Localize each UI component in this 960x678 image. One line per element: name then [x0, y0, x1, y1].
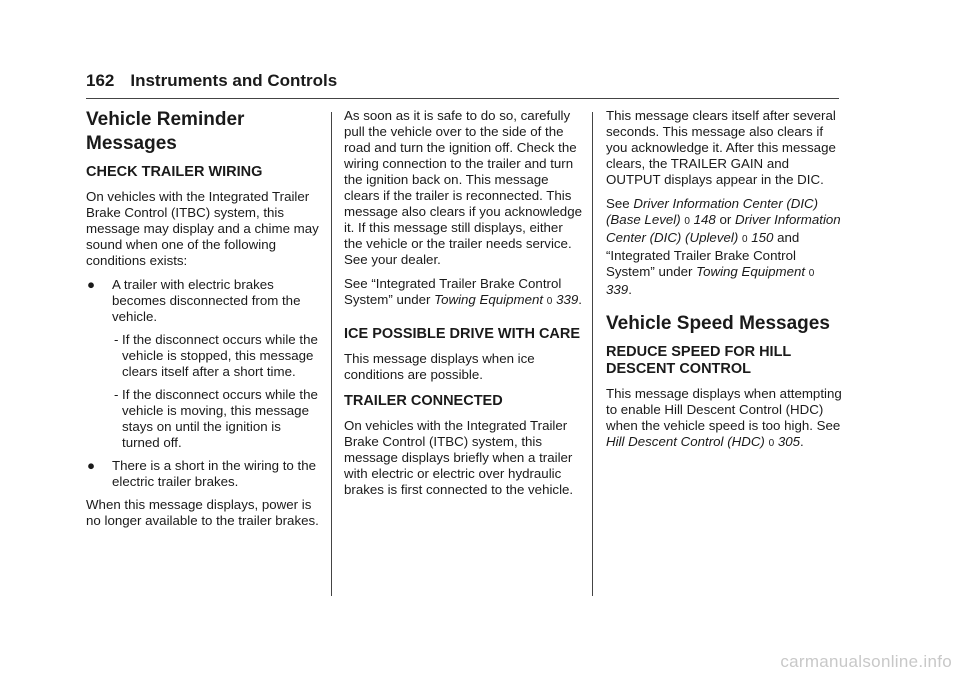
- page-header: [86, 71, 337, 91]
- ice-paragraph: This message displays when ice conditions are possible.: [344, 351, 535, 382]
- and-text: and “Integrated Trailer Brake Control System” under: [606, 230, 800, 279]
- bullet-text: There is a short in the wiring to the electric trailer brakes.: [112, 458, 316, 489]
- bullet-icon: ●: [87, 458, 96, 473]
- bullet-item: [86, 458, 322, 490]
- page-ref-icon: 0: [808, 268, 815, 279]
- page-ref[interactable]: 305: [777, 434, 801, 449]
- page-ref-icon: 0: [684, 216, 690, 227]
- intro-paragraph: On vehicles with the Integrated Trailer Brake Control (ITBC) system, this message may display and a chime may sound when one of the following conditions exists:: [86, 189, 319, 268]
- column-2: [344, 108, 582, 506]
- sub-text: If the disconnect occurs while the vehicle is stopped, this message clears itself after a short time.: [122, 332, 318, 379]
- page-ref-icon: 0: [768, 438, 775, 449]
- dic-uplevel-link[interactable]: Driver Information Center (DIC) (Uplevel): [606, 212, 841, 245]
- dash-icon: -: [114, 332, 119, 347]
- column-3: [606, 108, 842, 460]
- see-text: See: [606, 196, 634, 211]
- heading-reduce-speed: REDUCE SPEED FOR HILL DESCENT CONTROL: [606, 344, 792, 377]
- see-dic-paragraph: See Driver Information Center (DIC) (Base Level) 0 148 or Driver Information Center (DIC) (Uplevel) 0 150 and “Integrated Trailer Brake Control System” under Towing Equipment 0 339.: [606, 196, 841, 297]
- page-ref-icon: 0: [741, 234, 748, 245]
- page-number: 162: [86, 71, 115, 90]
- see-also-paragraph: See “Integrated Trailer Brake Control System” under Towing Equipment 0 339.: [344, 276, 582, 307]
- see-text: See “Integrated Trailer Brake Control System” under: [344, 276, 562, 307]
- clears-paragraph: This message clears itself after several seconds. This message also clears if you acknowledge it. After this message clears, the TRAILER GAIN and OUTPUT displays appear in the DIC.: [606, 108, 836, 187]
- sub-text: If the disconnect occurs while the vehicle is moving, this message stays on until the ignition is turned off.: [122, 387, 318, 450]
- page-ref[interactable]: 339: [606, 282, 629, 297]
- section-title: Instruments and Controls: [130, 71, 338, 90]
- heading-vehicle-reminder: Vehicle Reminder Messages: [86, 109, 245, 154]
- hdc-link[interactable]: Hill Descent Control (HDC): [606, 434, 765, 449]
- watermark: carmanualsonline.info: [780, 652, 952, 671]
- dic-base-link[interactable]: Driver Information Center (DIC) (Base Level): [606, 196, 819, 227]
- sub-item: [86, 332, 322, 380]
- column-divider-1: [331, 112, 332, 596]
- page-ref-icon: 0: [546, 296, 553, 307]
- power-paragraph: When this message displays, power is no longer available to the trailer brakes.: [86, 497, 319, 528]
- page-ref[interactable]: 150: [751, 230, 774, 245]
- or-text: or: [715, 212, 736, 227]
- reduce-text: This message displays when attempting to enable Hill Descent Control (HDC) when the vehicle speed is too high. See: [606, 386, 842, 433]
- bullet-item: [86, 277, 322, 325]
- column-divider-2: [592, 112, 593, 596]
- bullet-text: A trailer with electric brakes becomes disconnected from the vehicle.: [112, 277, 301, 324]
- reduce-speed-paragraph: This message displays when attempting to enable Hill Descent Control (HDC) when the vehicle speed is too high. See Hill Descent Control (HDC) 0 305.: [606, 386, 842, 449]
- towing-equipment-link[interactable]: Towing Equipment: [434, 292, 544, 307]
- safety-paragraph: As soon as it is safe to do so, carefully pull the vehicle over to the side of the road and turn the ignition off. Check the wiring connection to the trailer and turn the ignition back on. This message clears if the trailer is reconnected. This message also clears if you acknowledge it. If this message still displays, either the vehicle or the trailer needs service. See your dealer.: [344, 108, 582, 267]
- trailer-connected-paragraph: On vehicles with the Integrated Trailer Brake Control (ITBC) system, this message displays briefly when a trailer with electric or electric over hydraulic brakes is first connected to the vehicle.: [344, 418, 574, 497]
- dash-icon: -: [114, 387, 119, 402]
- page-ref[interactable]: 148: [693, 212, 716, 227]
- heading-vehicle-speed: Vehicle Speed Messages: [606, 313, 830, 334]
- heading-trailer-connected: TRAILER CONNECTED: [344, 393, 503, 409]
- sub-item: [86, 387, 322, 451]
- heading-check-trailer-wiring: CHECK TRAILER WIRING: [86, 164, 263, 180]
- column-1: [86, 108, 322, 537]
- header-rule: [86, 98, 839, 99]
- page-ref[interactable]: 339: [556, 292, 579, 307]
- towing-equipment-link[interactable]: Towing Equipment: [696, 264, 806, 279]
- bullet-icon: ●: [87, 277, 96, 292]
- heading-ice-possible: ICE POSSIBLE DRIVE WITH CARE: [344, 326, 581, 342]
